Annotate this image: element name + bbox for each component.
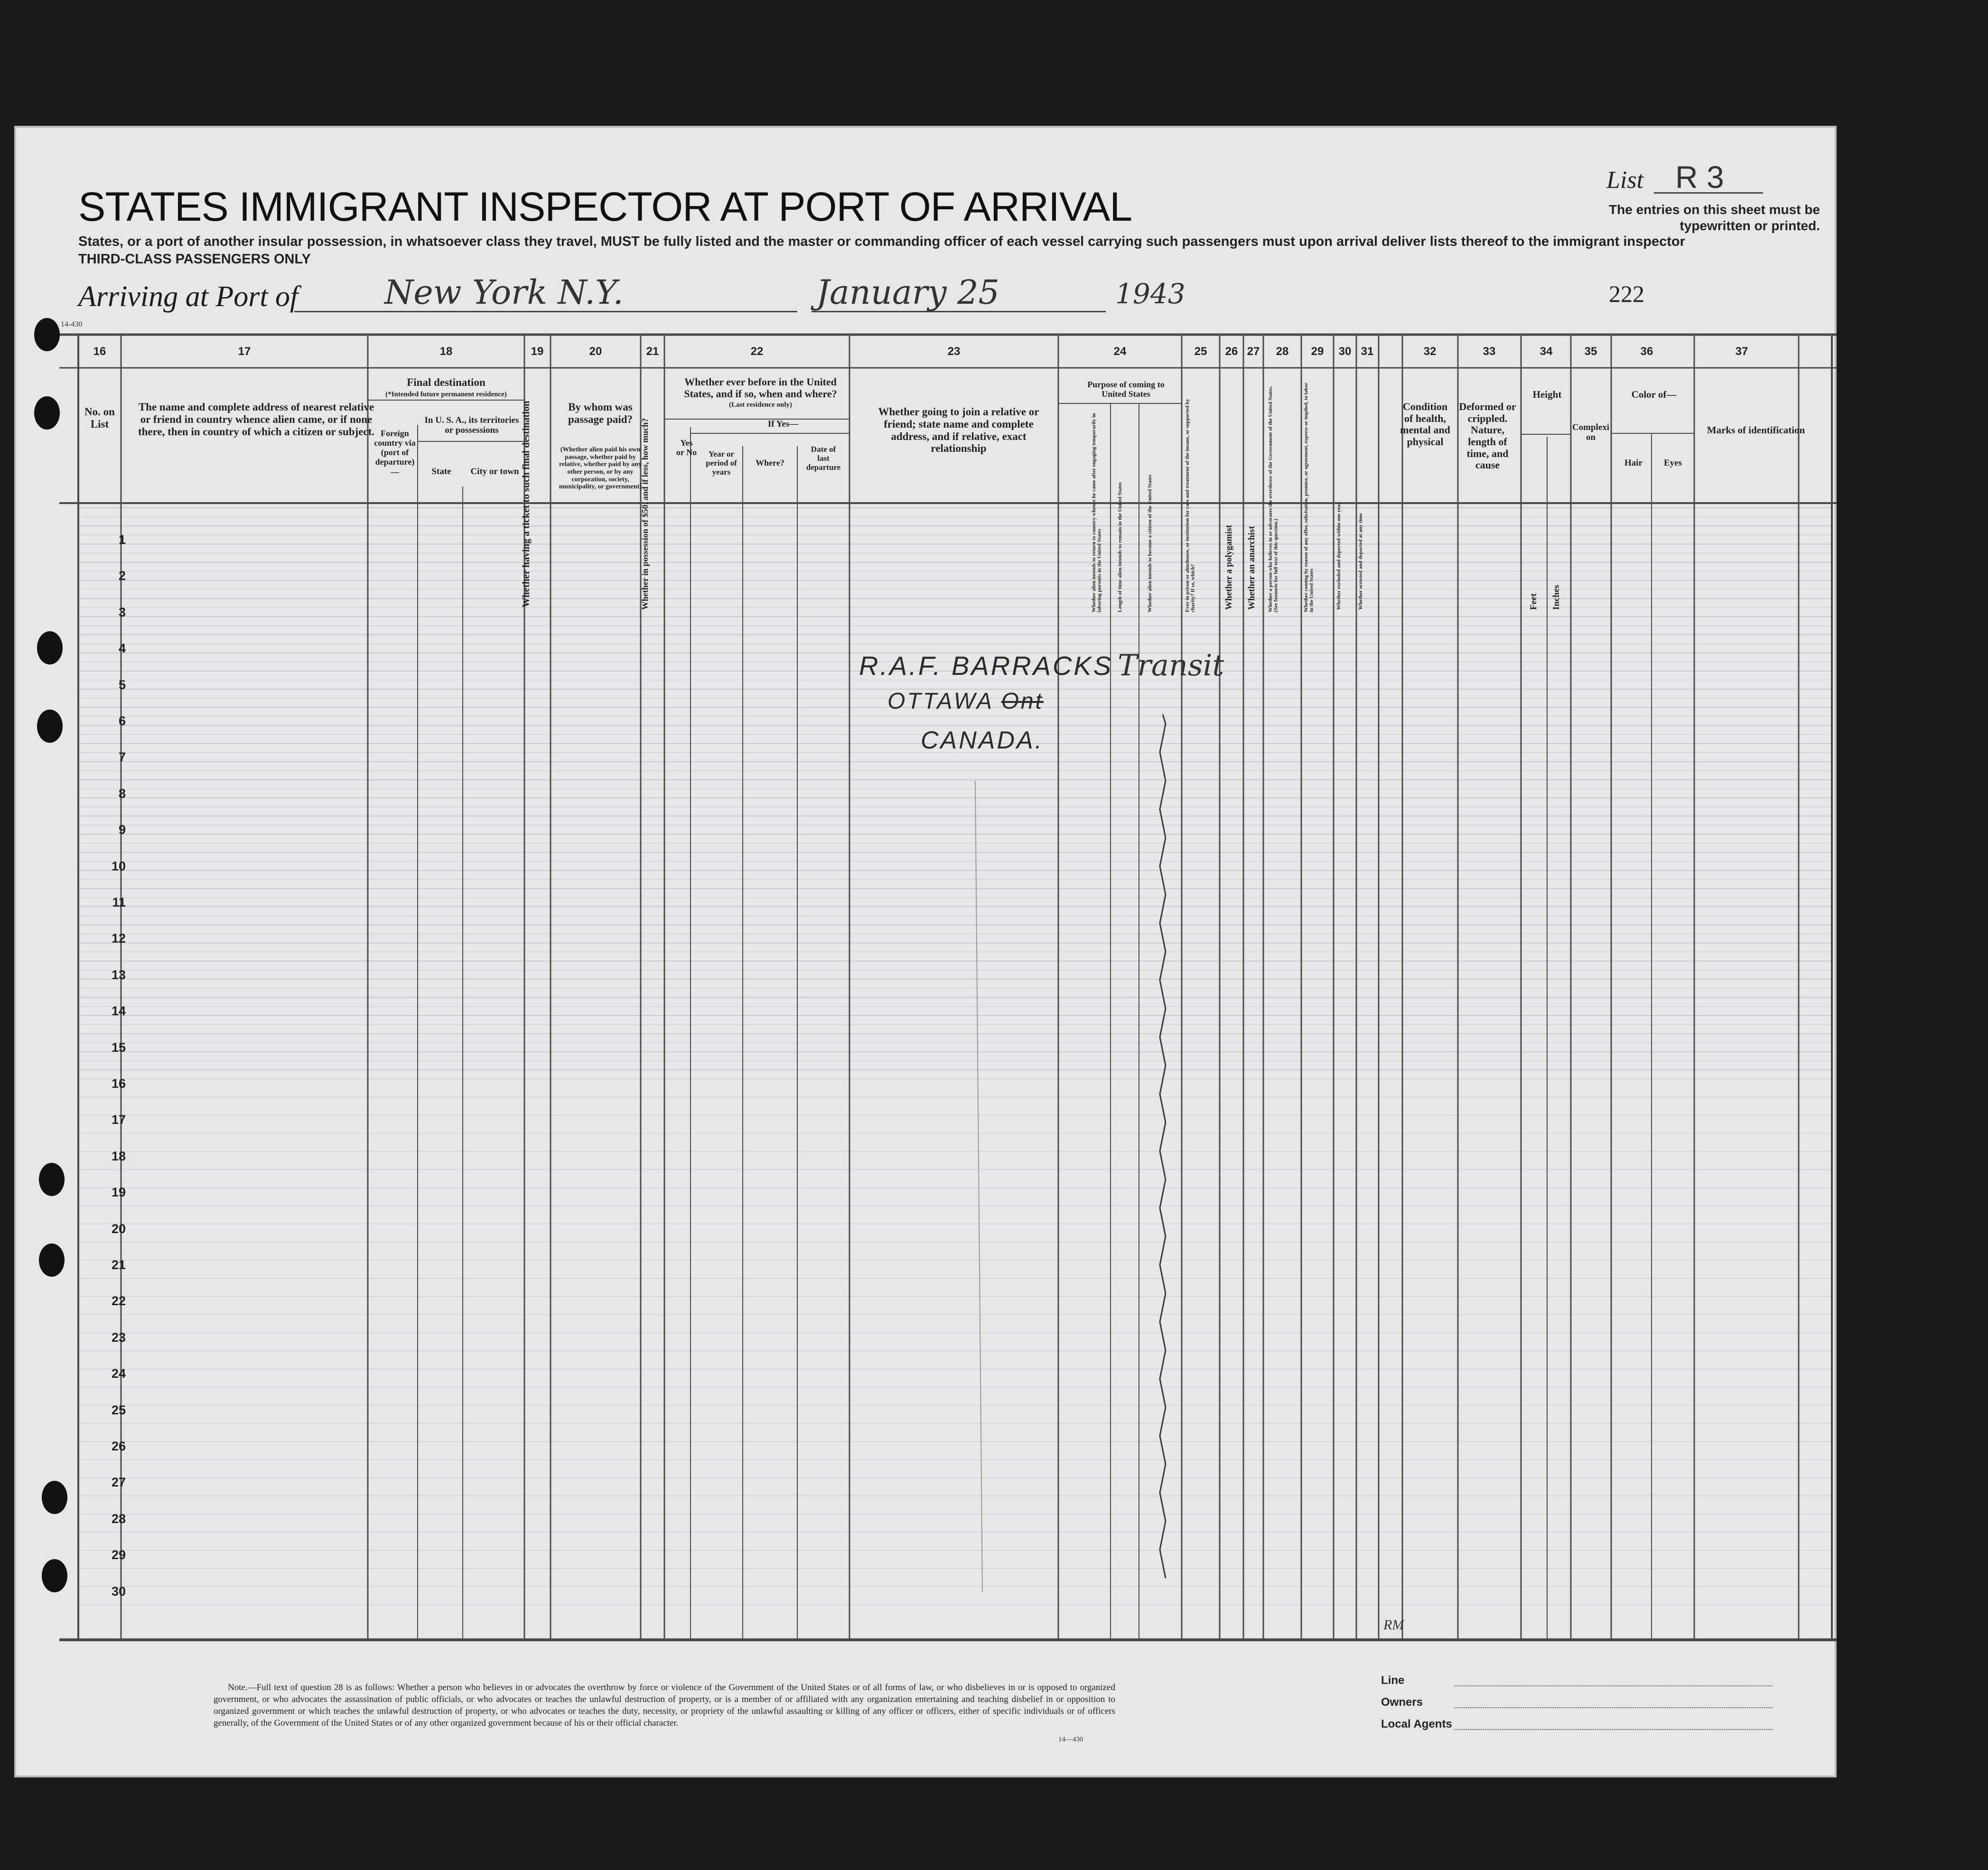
header-intends-return: Whether alien intends to return to country whence he came after engaging temporarily in laboring pursuits in the United States (1091, 413, 1102, 612)
header-feet: Feet (1529, 593, 1539, 610)
header-polygamist: Whether a polygamist (1224, 524, 1234, 610)
header-list-number: No. on List (84, 406, 115, 430)
row-number: 12 (111, 931, 126, 946)
header-hair: Hair (1624, 458, 1643, 468)
header-intends-citizen: Whether alien intends to become a citizen of the United States (1147, 474, 1153, 612)
row-number: 28 (111, 1511, 126, 1526)
column-number: 34 (1540, 345, 1553, 358)
header-prison: Ever in prison or almshouse, or institution for care and treatment of the insane, or supported by charity? If so, which? (1185, 399, 1196, 612)
punch-hole (37, 631, 63, 664)
column-number: 29 (1311, 345, 1324, 358)
header-usa: In U. S. A., its territories or possessions (424, 415, 519, 436)
typewritten-notice: The entries on this sheet must be typewritten or printed. (1609, 202, 1820, 234)
row-number: 13 (111, 967, 126, 982)
header-join-relative: Whether going to join a relative or friend; state name and complete address, and if relative, exact relationship (878, 406, 1039, 455)
row-number: 16 (111, 1076, 126, 1091)
row-number: 7 (118, 750, 126, 765)
entry-city: OTTAWA (887, 689, 993, 714)
footer-agents-label: Local Agents (1381, 1718, 1452, 1730)
header-marks: Marks of identification (1707, 424, 1805, 436)
row-number: 27 (111, 1475, 126, 1490)
row-number: 17 (111, 1113, 126, 1127)
row-number: 24 (111, 1366, 126, 1381)
header-ever-before: Whether ever before in the United States, and if so, when and where? (684, 376, 837, 400)
header-final-destination-note: (*Intended future permanent residence) (385, 391, 507, 398)
header-passage-paid: By whom was passage paid? (568, 401, 633, 425)
header-purpose: Purpose of coming to United States (1087, 380, 1165, 399)
row-number: 18 (111, 1149, 126, 1163)
header-arrested: Whether arrested and deported at any time (1358, 513, 1363, 610)
footnote-form-code: 14—430 (1058, 1736, 1083, 1743)
row-number: 25 (111, 1402, 126, 1417)
header-color-of: Color of— (1631, 389, 1677, 400)
footer-agents-field (1455, 1729, 1773, 1730)
column-number: 36 (1640, 345, 1653, 358)
column-number: 23 (947, 345, 961, 358)
header-relative-address: The name and complete address of nearest relative or friend in country whence alien came, or if none there, then in country of which a citizen or subject. (138, 401, 375, 438)
header-complexion: Complexion (1572, 422, 1610, 443)
row-number: 5 (118, 677, 126, 692)
row-number: 26 (111, 1439, 126, 1453)
row-number: 2 (118, 569, 126, 583)
table-grid (14, 126, 1837, 1777)
column-number: 35 (1584, 345, 1597, 358)
footer-owners-field (1455, 1707, 1773, 1708)
row-number: 30 (111, 1584, 126, 1599)
punch-hole (34, 396, 60, 430)
footer-line-field (1455, 1685, 1773, 1686)
column-number: 32 (1423, 345, 1437, 358)
header-state: State (431, 467, 451, 477)
header-deformed: Deformed or crippled. Nature, length of time, and cause (1459, 401, 1516, 471)
header-ticket: Whether having a ticket to such final destination (520, 401, 532, 608)
entry-line-1: R.A.F. BARRACKS (859, 651, 1113, 681)
row-number: 21 (111, 1258, 126, 1272)
row-number: 10 (111, 859, 126, 873)
column-number: 33 (1483, 345, 1496, 358)
row-number: 6 (118, 714, 126, 728)
header-height: Height (1532, 389, 1562, 400)
year-value: 1943 (1115, 278, 1185, 310)
column-number: 27 (1247, 345, 1260, 358)
row-number: 3 (118, 605, 126, 619)
entry-line-2 (887, 688, 1044, 714)
header-length-of-stay: Length of time alien intends to remain in the United States (1117, 482, 1123, 612)
column-number: 30 (1338, 345, 1352, 358)
column-number: 20 (589, 345, 602, 358)
header-year-period: Year or period of years (706, 449, 737, 477)
row-number: 15 (111, 1040, 126, 1055)
header-final-destination: Final destination (407, 376, 485, 388)
row-number: 22 (111, 1294, 126, 1309)
column-number: 19 (531, 345, 544, 358)
punch-hole (34, 318, 60, 351)
manifest-sheet (14, 126, 1837, 1777)
page-subtitle: States, or a port of another insular possession, in whatsoever class they travel, MUST be fully listed and the master or commanding officer of each vessel carrying such passengers must upon arrival deliver lists thereof to the immigrant inspector (78, 234, 1685, 249)
row-number: 20 (111, 1221, 126, 1236)
row-number: 8 (118, 786, 126, 801)
row-number: 14 (111, 1004, 126, 1019)
header-passage-paid-note: (Whether alien paid his own passage, whether paid by relative, whether paid by any other person, or by any corporation, society, municipality, or government) (559, 446, 642, 491)
sheet-number: 222 (1609, 280, 1644, 307)
column-number: 31 (1361, 345, 1374, 358)
row-number: 23 (111, 1330, 126, 1345)
entry-purpose: Transit (1118, 648, 1224, 683)
punch-hole (39, 1244, 65, 1277)
arriving-label: Arriving at Port of (78, 280, 299, 313)
row-number: 4 (118, 641, 126, 656)
column-number: 26 (1225, 345, 1238, 358)
header-possession-50: Whether in possession of $50, and if less, how much? (640, 418, 650, 610)
column-number: 24 (1113, 345, 1127, 358)
footer-line-label: Line (1381, 1674, 1405, 1687)
column-number: 21 (646, 345, 659, 358)
header-labor-offer: Whether coming by reason of any offer, solicitation, promise, or agreement, express or implied, to labor in the United States (1303, 383, 1315, 612)
column-number: 25 (1194, 345, 1207, 358)
header-where: Where? (756, 458, 784, 468)
column-number: 17 (238, 345, 251, 358)
class-line: THIRD-CLASS PASSENGERS ONLY (78, 252, 311, 267)
row-number: 9 (118, 823, 126, 837)
header-if-yes: If Yes— (767, 419, 799, 429)
header-inches: Inches (1551, 585, 1561, 610)
header-overthrow: Whether a person who believes in or advocates the overthrow of the Government of the United States. (See footnote for full text of this question.) (1268, 386, 1279, 612)
row-number: 1 (118, 533, 126, 547)
inspector-initials: RM (1383, 1617, 1404, 1633)
column-number: 28 (1276, 345, 1289, 358)
header-yes-no: Yes or No (676, 438, 697, 458)
entry-line-3: CANADA. (921, 727, 1044, 754)
header-date-departure: Date of last departure (806, 445, 841, 472)
row-number: 29 (111, 1548, 126, 1562)
column-number: 22 (750, 345, 764, 358)
punch-hole (39, 1163, 65, 1196)
header-health: Condition of health, mental and physical (1400, 401, 1450, 448)
header-excluded: Whether excluded and deported within one year (1336, 502, 1342, 610)
header-eyes: Eyes (1664, 458, 1682, 468)
row-number: 19 (111, 1185, 126, 1200)
page-title: STATES IMMIGRANT INSPECTOR AT PORT OF ARRIVAL (78, 184, 1132, 230)
punch-hole (42, 1559, 67, 1592)
punch-hole (37, 710, 63, 743)
port-value: New York N.Y. (384, 273, 624, 312)
list-value: R 3 (1675, 159, 1724, 195)
date-value: January 25 (816, 273, 1000, 312)
punch-hole (42, 1481, 67, 1514)
header-city: City or town (470, 467, 519, 477)
ditto-stroke (1160, 714, 1166, 1578)
entry-struck-text: Ont (1001, 689, 1044, 714)
header-last-residence: (Last residence only) (728, 401, 793, 409)
pencil-stroke (975, 781, 982, 1592)
form-code: 14-430 (61, 320, 83, 328)
list-label: List (1606, 167, 1644, 194)
column-number: 18 (439, 345, 453, 358)
row-number: 11 (112, 895, 126, 909)
header-foreign-country: Foreign country via (port of departure)— (374, 429, 416, 477)
column-number: 37 (1735, 345, 1748, 358)
column-number: 16 (93, 345, 106, 358)
footer-owners-label: Owners (1381, 1696, 1423, 1709)
footnote-q28: Note.—Full text of question 28 is as follows: Whether a person who believes in or advocates the overthrow by force or violence of the Government of the United States or of all forms of law, or who disbelieves in or is opposed to organized government, or who advocates the assassination of public officials, or who advocates or teaches the unlawful destruction of property, or is a member of or affiliated with any organization entertaining and teaching disbelief in or opposition to organized government or which teaches the unlawful destruction of property, or who advocates or teaches the duty, necessity, or propriety of the unlawful assaulting or killing of any officer or officers, either of specific individuals or of officers generally, of the Government of the United States or of any other organized government because of his or their official character. (214, 1683, 1115, 1729)
header-anarchist: Whether an anarchist (1247, 526, 1257, 610)
